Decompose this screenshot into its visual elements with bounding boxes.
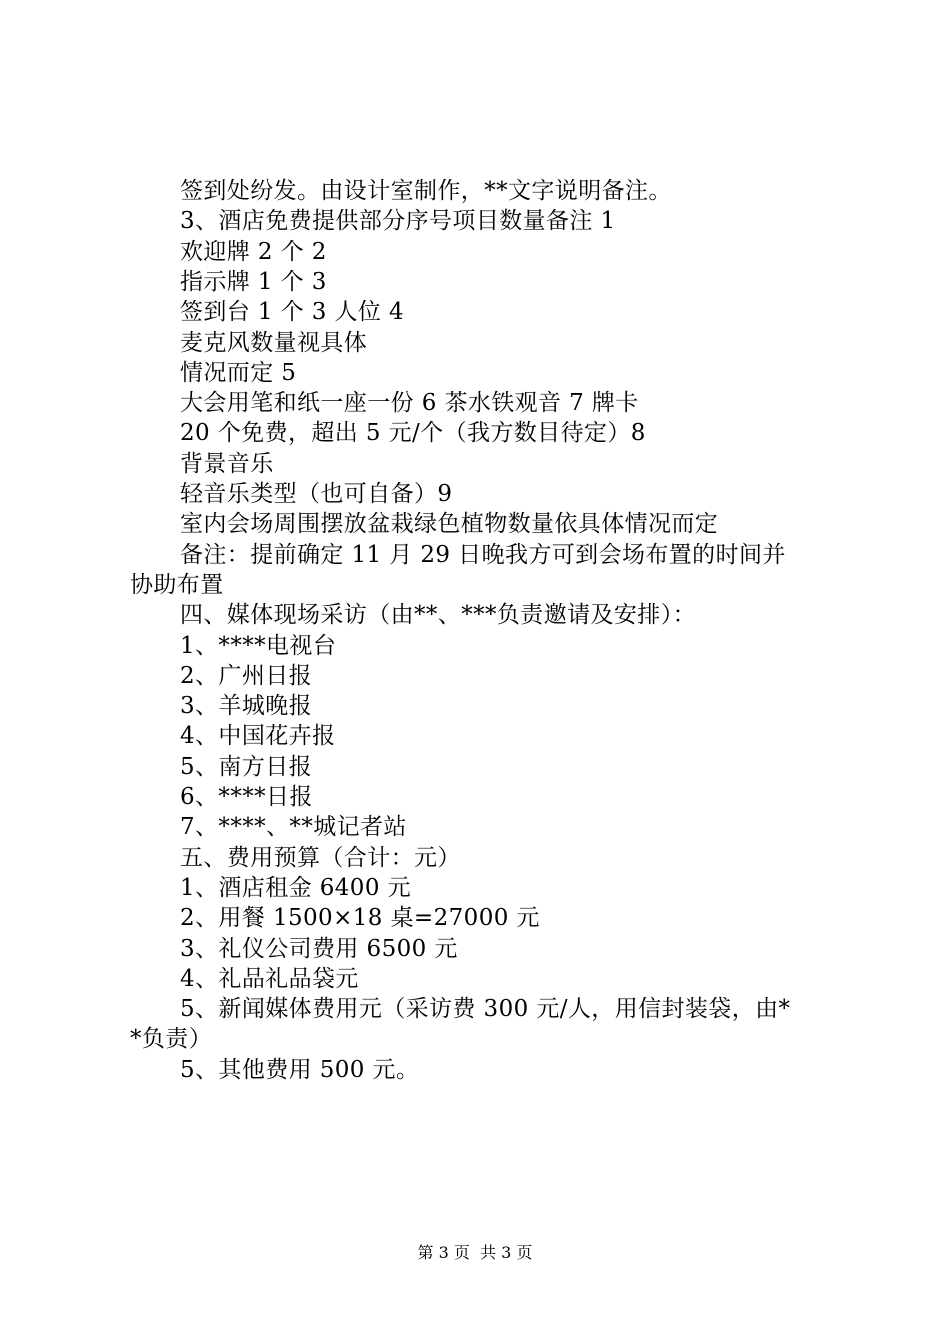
text-line: 2、广州日报 <box>180 662 313 689</box>
text-line: 签到台 1 个 3 人位 4 <box>180 299 405 326</box>
text-line: 3、酒店免费提供部分序号项目数量备注 1 <box>180 208 616 235</box>
section-heading: 五、费用预算（合计：元） <box>180 844 461 871</box>
text-line: 指示牌 1 个 3 <box>180 268 327 295</box>
page-footer <box>0 1241 950 1265</box>
text-line: 5、新闻媒体费用元（采访费 300 元/人，用信封装袋，由* <box>180 996 791 1023</box>
text-line: 2、用餐 1500×18 桌=27000 元 <box>180 905 540 932</box>
text-line: 4、中国花卉报 <box>180 723 336 750</box>
page-number-label: 第 3 页 共 3 页 <box>417 1243 533 1262</box>
text-line: 1、****电视台 <box>180 632 337 659</box>
text-line: 协助布置 <box>130 571 224 598</box>
text-line: 5、南方日报 <box>180 753 313 780</box>
text-line: 备注：提前确定 11 月 29 日晚我方可到会场布置的时间并 <box>180 541 786 568</box>
text-line: 6、****日报 <box>180 784 313 810</box>
text-line: 7、****、**城记者站 <box>180 814 407 841</box>
text-line: 3、礼仪公司费用 6500 元 <box>180 935 458 962</box>
text-line: 签到处纷发。由设计室制作，**文字说明备注。 <box>180 178 672 204</box>
text-line: 欢迎牌 2 个 2 <box>180 238 327 265</box>
text-line: 20 个免费，超出 5 元/个（我方数目待定）8 <box>180 420 646 447</box>
text-line: 轻音乐类型（也可自备）9 <box>180 481 453 507</box>
text-line: 麦克风数量视具体 <box>180 329 368 356</box>
text-line: 背景音乐 <box>180 450 274 477</box>
text-line: 3、羊城晚报 <box>180 693 313 720</box>
text-line: 室内会场周围摆放盆栽绿色植物数量依具体情况而定 <box>180 511 719 538</box>
text-line: 1、酒店租金 6400 元 <box>180 874 411 901</box>
text-line: 情况而定 5 <box>180 359 297 386</box>
text-line: *负责） <box>130 1026 213 1053</box>
section-heading: 四、媒体现场采访（由**、***负责邀请及安排）： <box>180 602 696 629</box>
text-line: 5、其他费用 500 元。 <box>180 1056 420 1083</box>
text-line: 大会用笔和纸一座一份 6 茶水铁观音 7 牌卡 <box>180 390 639 417</box>
text-line: 4、礼品礼品袋元 <box>180 965 359 992</box>
